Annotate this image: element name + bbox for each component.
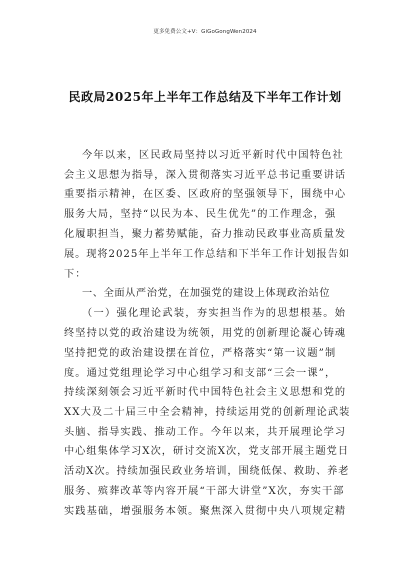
document-title: 民政局2025年上半年工作总结及下半年工作计划: [68, 90, 342, 104]
body-line: 会主义思想为指导，深入贯彻落实习近平总书记重要讲话: [64, 170, 347, 181]
header-note: 更多免费公文+V：GiGoGongWen2024: [153, 29, 257, 35]
body-line: 化履职担当，聚力蓄势赋能，奋力推动民政事业高质量发: [64, 229, 347, 240]
body-line: 实践基础，增强服务本领。聚焦深入贯彻中央八项规定精: [64, 506, 347, 517]
body-line: 持续深刻领会习近平新时代中国特色社会主义思想和党的: [64, 387, 347, 398]
body-line: 坚持把党的政治建设摆在首位，严格落实“第一议题”制: [64, 348, 337, 359]
body-line: 服务、殡葬改革等内容开展“干部大讲堂”X次，夯实干部: [64, 486, 345, 497]
body-line: 度。通过党组理论学习中心组学习和支部“三会一课”，: [64, 368, 337, 379]
body-line: 活动X次。持续加强民政业务培训，围绕低保、救助、养老: [64, 466, 350, 477]
body-line: XX大及二十届三中全会精神，持续运用党的创新理论武装: [64, 407, 351, 418]
body-line: 重要指示精神，在区委、区政府的坚强领导下，围绕中心: [64, 189, 347, 200]
body-line: 今年以来，区民政局坚持以习近平新时代中国特色社: [82, 150, 344, 161]
body-line: 下：: [64, 269, 87, 280]
body-line: 展。现将2025年上半年工作总结和下半年工作计划报告如: [64, 249, 350, 260]
body-line: 中心组集体学习X次，研讨交流X次，党支部开展主题党日: [64, 446, 350, 457]
body-line: 头脑、指导实践、推动工作。今年以来，共开展理论学习: [64, 427, 347, 438]
section-heading: 一、全面从严治党，在加强党的建设上体现政治站位: [82, 288, 331, 299]
body-line: 终坚持以党的政治建设为统领，用党的创新理论凝心铸魂: [64, 328, 347, 339]
body-line: （一）强化理论武装，夯实担当作为的思想根基。始: [82, 308, 347, 319]
body-line: 服务大局，坚持“以民为本、民生优先”的工作理念，强: [64, 209, 337, 220]
